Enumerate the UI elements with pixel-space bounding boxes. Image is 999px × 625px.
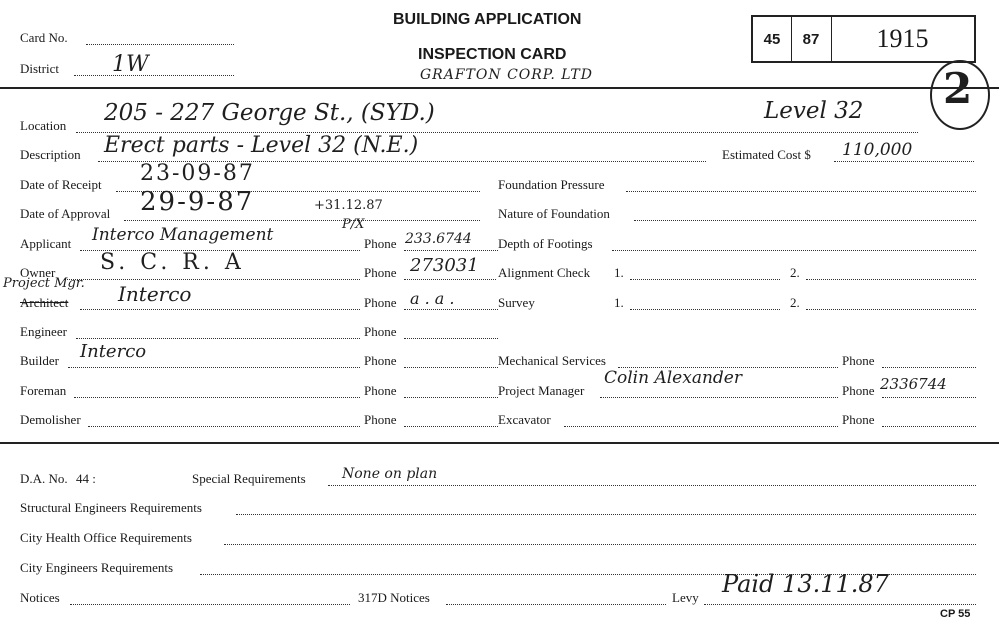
city-health-line bbox=[224, 544, 976, 545]
district-label: District bbox=[20, 61, 59, 76]
card-no-line bbox=[86, 44, 234, 45]
engineer-label: Engineer bbox=[20, 324, 67, 339]
header-rule bbox=[0, 87, 999, 89]
date-receipt-label: Date of Receipt bbox=[20, 177, 102, 192]
levy-value: Paid 13.11.87 bbox=[722, 570, 889, 598]
special-requirements-value: None on plan bbox=[342, 466, 438, 482]
alignment-check-label: Alignment Check bbox=[498, 265, 591, 280]
date-approval-note: P/X bbox=[342, 217, 365, 232]
builder-line bbox=[68, 367, 360, 368]
notices-317d-line bbox=[446, 604, 666, 605]
mechanical-phone-label: Phone bbox=[842, 353, 875, 368]
applicant-phone-label: Phone bbox=[364, 236, 397, 251]
survey-two-line bbox=[806, 309, 976, 310]
nature-foundation-label: Nature of Foundation bbox=[498, 206, 610, 221]
company-name: GRAFTON CORP. LTD bbox=[420, 67, 593, 83]
mechanical-phone-line bbox=[882, 367, 976, 368]
architect-override: Project Mgr. bbox=[3, 276, 85, 291]
owner-phone-label: Phone bbox=[364, 265, 397, 280]
date-approval-label: Date of Approval bbox=[20, 206, 111, 221]
builder-phone-line bbox=[404, 367, 498, 368]
date-approval-extra: +31.12.87 bbox=[314, 198, 383, 213]
footer-rule bbox=[0, 442, 999, 444]
depth-footings-line bbox=[612, 250, 976, 251]
date-receipt-value: 23-09-87 bbox=[140, 161, 255, 186]
applicant-label: Applicant bbox=[20, 236, 72, 251]
excavator-line bbox=[564, 426, 838, 427]
structural-engineers-label: Structural Engineers Requirements bbox=[20, 500, 202, 515]
owner-phone-value: 273031 bbox=[410, 255, 479, 276]
foreman-phone-line bbox=[404, 397, 498, 398]
form-code: CP 55 bbox=[940, 608, 971, 620]
builder-phone-label: Phone bbox=[364, 353, 397, 368]
box-number: 1915 bbox=[876, 24, 929, 53]
circled-number: 2 bbox=[943, 64, 973, 113]
box-part2: 87 bbox=[791, 17, 832, 61]
excavator-phone-label: Phone bbox=[842, 412, 875, 427]
foundation-pressure-label: Foundation Pressure bbox=[498, 177, 605, 192]
special-requirements-label: Special Requirements bbox=[192, 471, 306, 486]
mechanical-services-label: Mechanical Services bbox=[498, 353, 606, 368]
estimated-cost-label: Estimated Cost $ bbox=[722, 147, 811, 162]
project-manager-phone-value: 2336744 bbox=[880, 375, 947, 393]
project-manager-label: Project Manager bbox=[498, 383, 585, 398]
foreman-label: Foreman bbox=[20, 383, 67, 398]
demolisher-phone-label: Phone bbox=[364, 412, 397, 427]
architect-line bbox=[80, 309, 360, 310]
applicant-phone-value: 233.6744 bbox=[405, 231, 472, 247]
da-no-label: D.A. No. bbox=[20, 471, 68, 486]
alignment-two-label: 2. bbox=[790, 265, 800, 280]
demolisher-phone-line bbox=[404, 426, 498, 427]
date-approval-line bbox=[124, 220, 480, 221]
builder-label: Builder bbox=[20, 353, 59, 368]
architect-value: Interco bbox=[118, 282, 192, 306]
architect-label: Architect bbox=[20, 295, 69, 310]
district-line bbox=[74, 75, 234, 76]
foundation-pressure-line bbox=[626, 191, 976, 192]
estimated-cost-value: 110,000 bbox=[842, 140, 913, 160]
notices-317d-label: 317D Notices bbox=[358, 590, 430, 605]
survey-two-label: 2. bbox=[790, 295, 800, 310]
date-approval-value: 29-9-87 bbox=[140, 187, 255, 217]
project-manager-line bbox=[600, 397, 838, 398]
owner-line bbox=[64, 279, 360, 280]
alignment-two-line bbox=[806, 279, 976, 280]
location-level: Level 32 bbox=[764, 98, 864, 124]
title-line2: INSPECTION CARD bbox=[418, 46, 567, 63]
estimated-cost-line bbox=[834, 161, 974, 162]
excavator-phone-line bbox=[882, 426, 976, 427]
alignment-one-line bbox=[630, 279, 780, 280]
engineer-phone-line bbox=[404, 338, 498, 339]
owner-value: S. C. R. A bbox=[100, 250, 245, 275]
survey-one-line bbox=[630, 309, 780, 310]
card-number-box bbox=[751, 15, 976, 63]
levy-label: Levy bbox=[672, 590, 699, 605]
demolisher-line bbox=[88, 426, 360, 427]
district-value: 1W bbox=[112, 52, 149, 77]
location-value: 205 - 227 George St., (SYD.) bbox=[104, 100, 435, 126]
notices-line bbox=[70, 604, 350, 605]
foreman-line bbox=[74, 397, 360, 398]
owner-label: Owner bbox=[20, 265, 56, 280]
box-part1: 45 bbox=[753, 17, 792, 61]
applicant-phone-line bbox=[404, 250, 498, 251]
excavator-label: Excavator bbox=[498, 412, 551, 427]
architect-phone-label: Phone bbox=[364, 295, 397, 310]
city-health-label: City Health Office Requirements bbox=[20, 530, 192, 545]
engineer-phone-label: Phone bbox=[364, 324, 397, 339]
description-value: Erect parts - Level 32 (N.E.) bbox=[104, 133, 419, 158]
depth-footings-label: Depth of Footings bbox=[498, 236, 593, 251]
special-requirements-line bbox=[328, 485, 976, 486]
applicant-value: Interco Management bbox=[92, 225, 274, 245]
architect-phone-line bbox=[404, 309, 498, 310]
architect-phone-value: a . a . bbox=[410, 289, 455, 308]
engineer-line bbox=[76, 338, 360, 339]
alignment-one-label: 1. bbox=[614, 265, 624, 280]
location-label: Location bbox=[20, 118, 67, 133]
project-manager-value: Colin Alexander bbox=[604, 368, 742, 388]
card-no-label: Card No. bbox=[20, 30, 68, 45]
survey-one-label: 1. bbox=[614, 295, 624, 310]
owner-phone-line bbox=[404, 279, 496, 280]
nature-foundation-line bbox=[634, 220, 976, 221]
survey-label: Survey bbox=[498, 295, 535, 310]
demolisher-label: Demolisher bbox=[20, 412, 81, 427]
da-no-value: 44 : bbox=[76, 471, 96, 486]
notices-label: Notices bbox=[20, 590, 60, 605]
builder-value: Interco bbox=[80, 341, 147, 362]
title-line1: BUILDING APPLICATION bbox=[393, 11, 582, 28]
description-label: Description bbox=[20, 147, 81, 162]
project-manager-phone-label: Phone bbox=[842, 383, 875, 398]
foreman-phone-label: Phone bbox=[364, 383, 397, 398]
levy-line bbox=[704, 604, 976, 605]
city-engineers-label: City Engineers Requirements bbox=[20, 560, 174, 575]
project-manager-phone-line bbox=[882, 397, 976, 398]
structural-engineers-line bbox=[236, 514, 976, 515]
